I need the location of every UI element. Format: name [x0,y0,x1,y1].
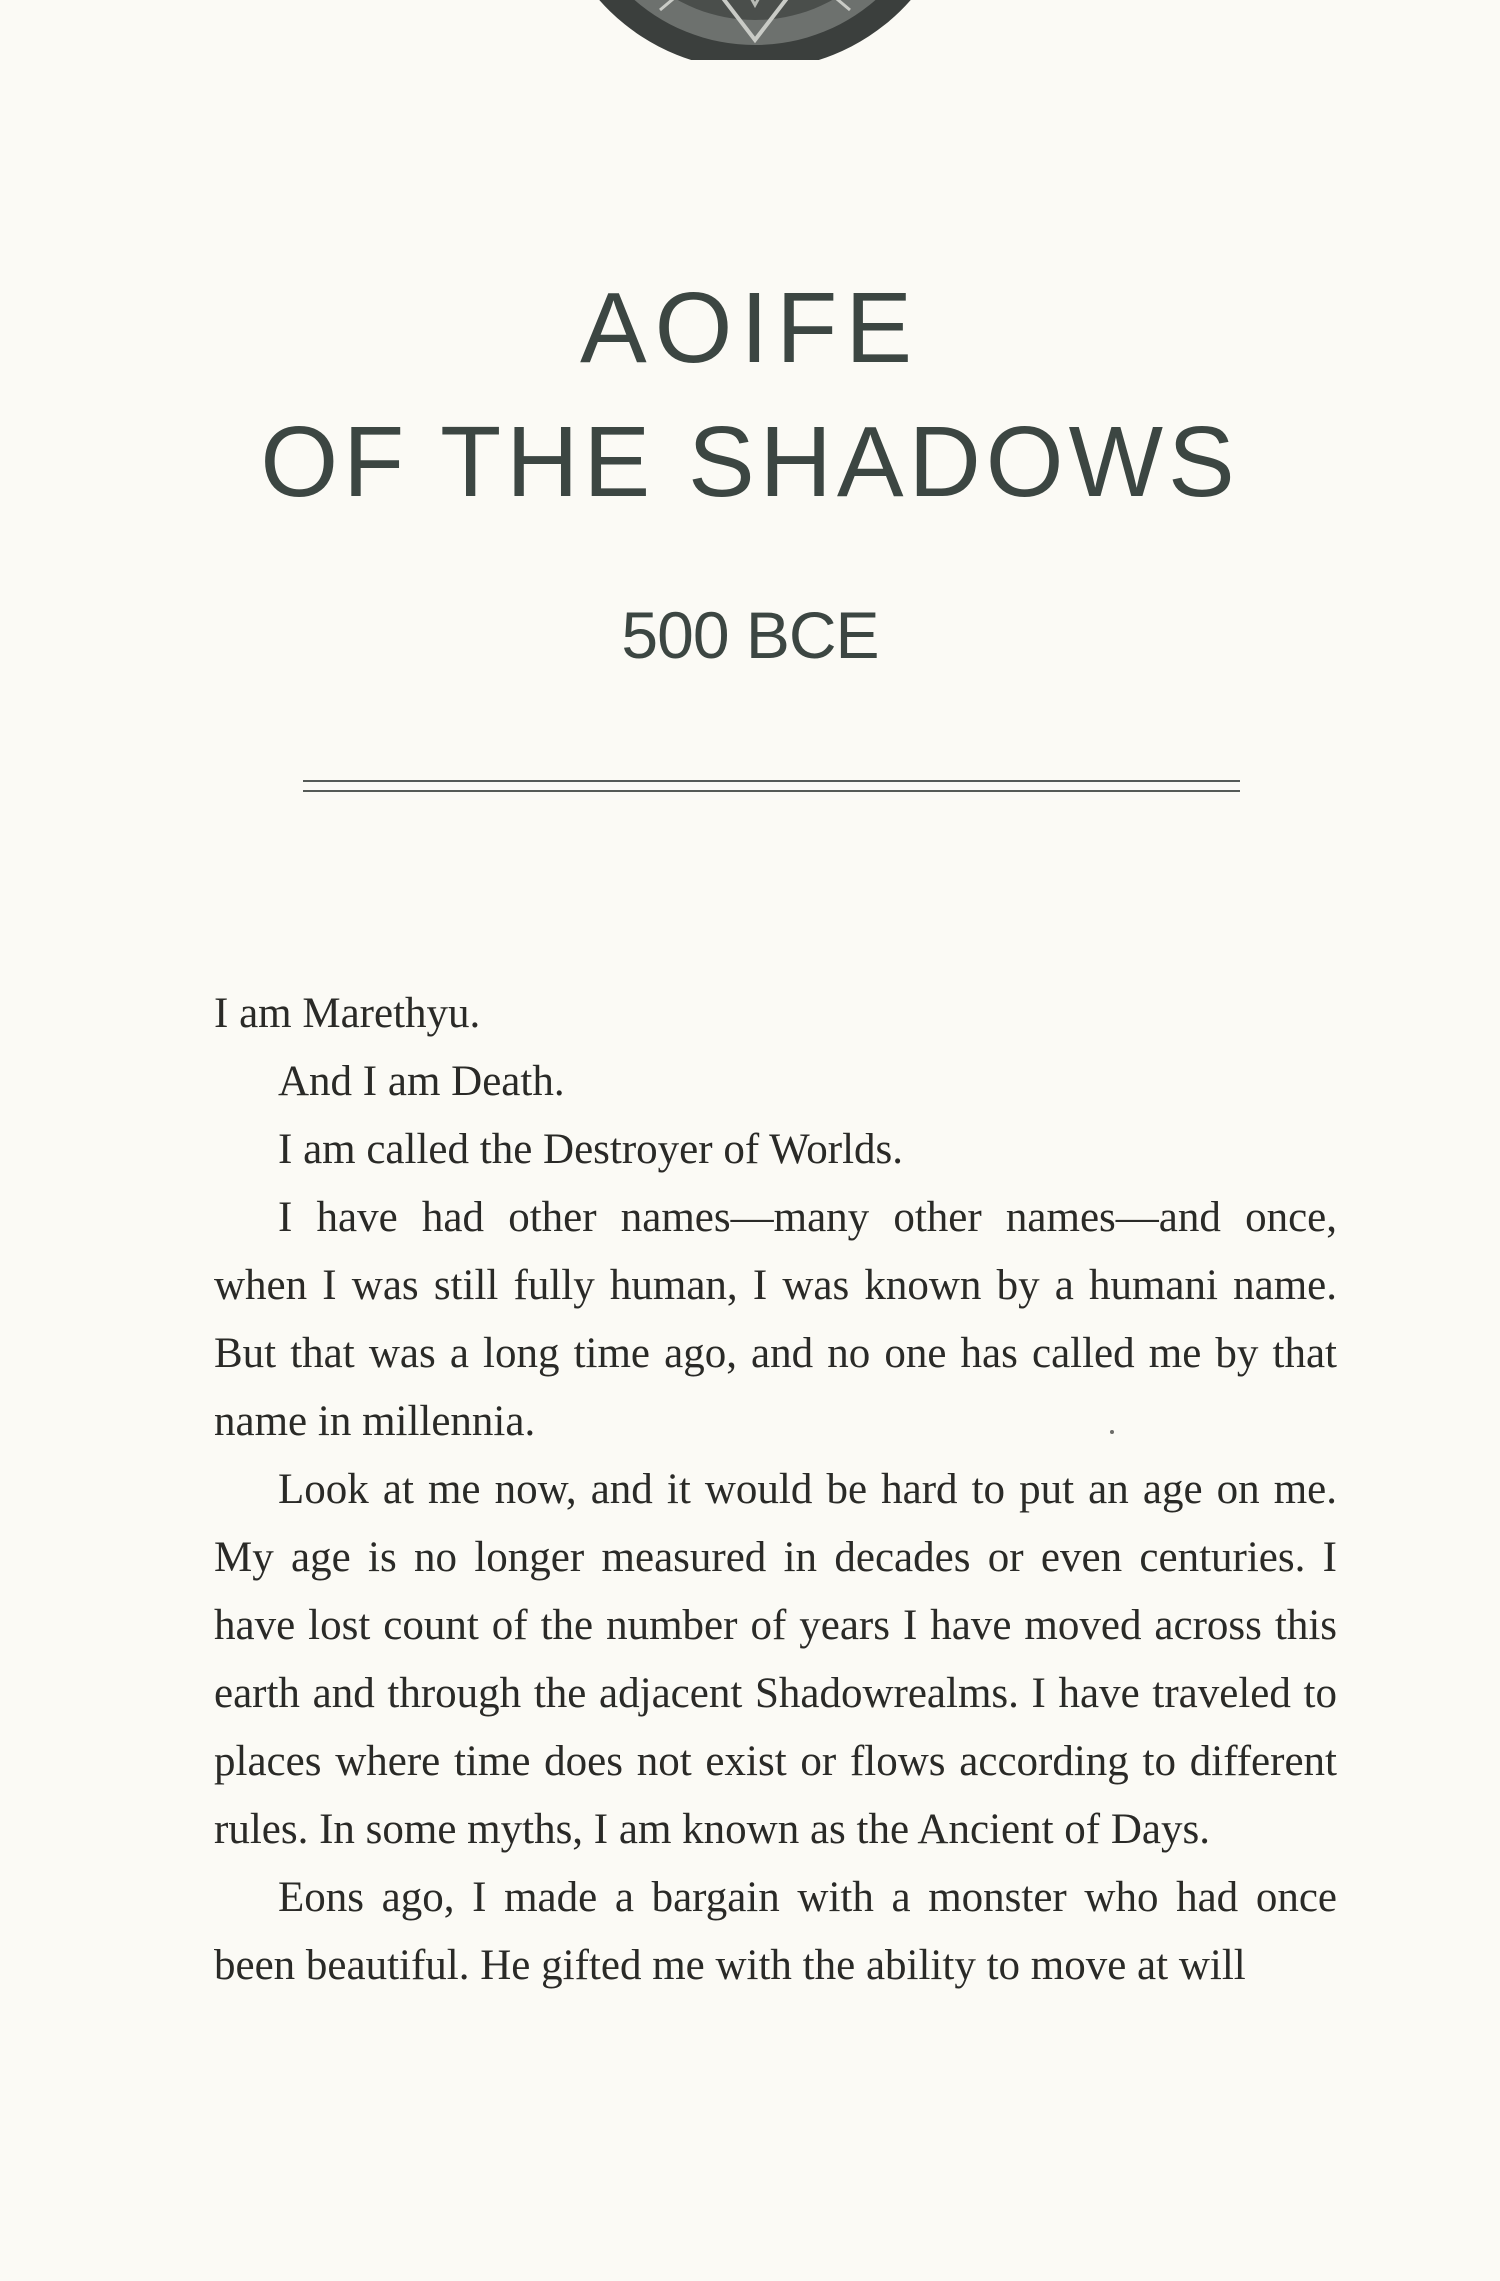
body-paragraph: Eons ago, I made a bargain with a monster who had once been beautiful. He gifted me with the ability to move at will [214,1874,1337,1989]
body-paragraph: Look at me now, and it would be hard to put an age on me. My age is no longer measured in decades or even centuries. I have lost count of the number of years I have moved across this earth and through the adjacent Shadowrealms. I have traveled to places where time does not exist or flows according to different rules. In some myths, I am known as the Ancient of Days. [214,1466,1337,1853]
chapter-ornament-seal [530,0,980,60]
title-divider-upper [303,780,1240,782]
body-text [214,980,1337,2000]
body-paragraph: I have had other names—many other names—and once, when I was still fully human, I was known by a humani name. But that was a long time ago, and no one has called me by that name in millennia. [214,1194,1337,1445]
chapter-date: 500 BCE [621,598,879,672]
body-paragraph: I am called the Destroyer of Worlds. [278,1126,904,1173]
body-paragraph: I am Marethyu. [214,990,481,1037]
chapter-title-line-1: AOIFE [579,272,921,384]
title-divider-lower [303,790,1240,792]
scan-speck [1110,1430,1114,1434]
body-paragraph: And I am Death. [278,1058,565,1105]
chapter-title-line-2: OF THE SHADOWS [260,406,1240,518]
